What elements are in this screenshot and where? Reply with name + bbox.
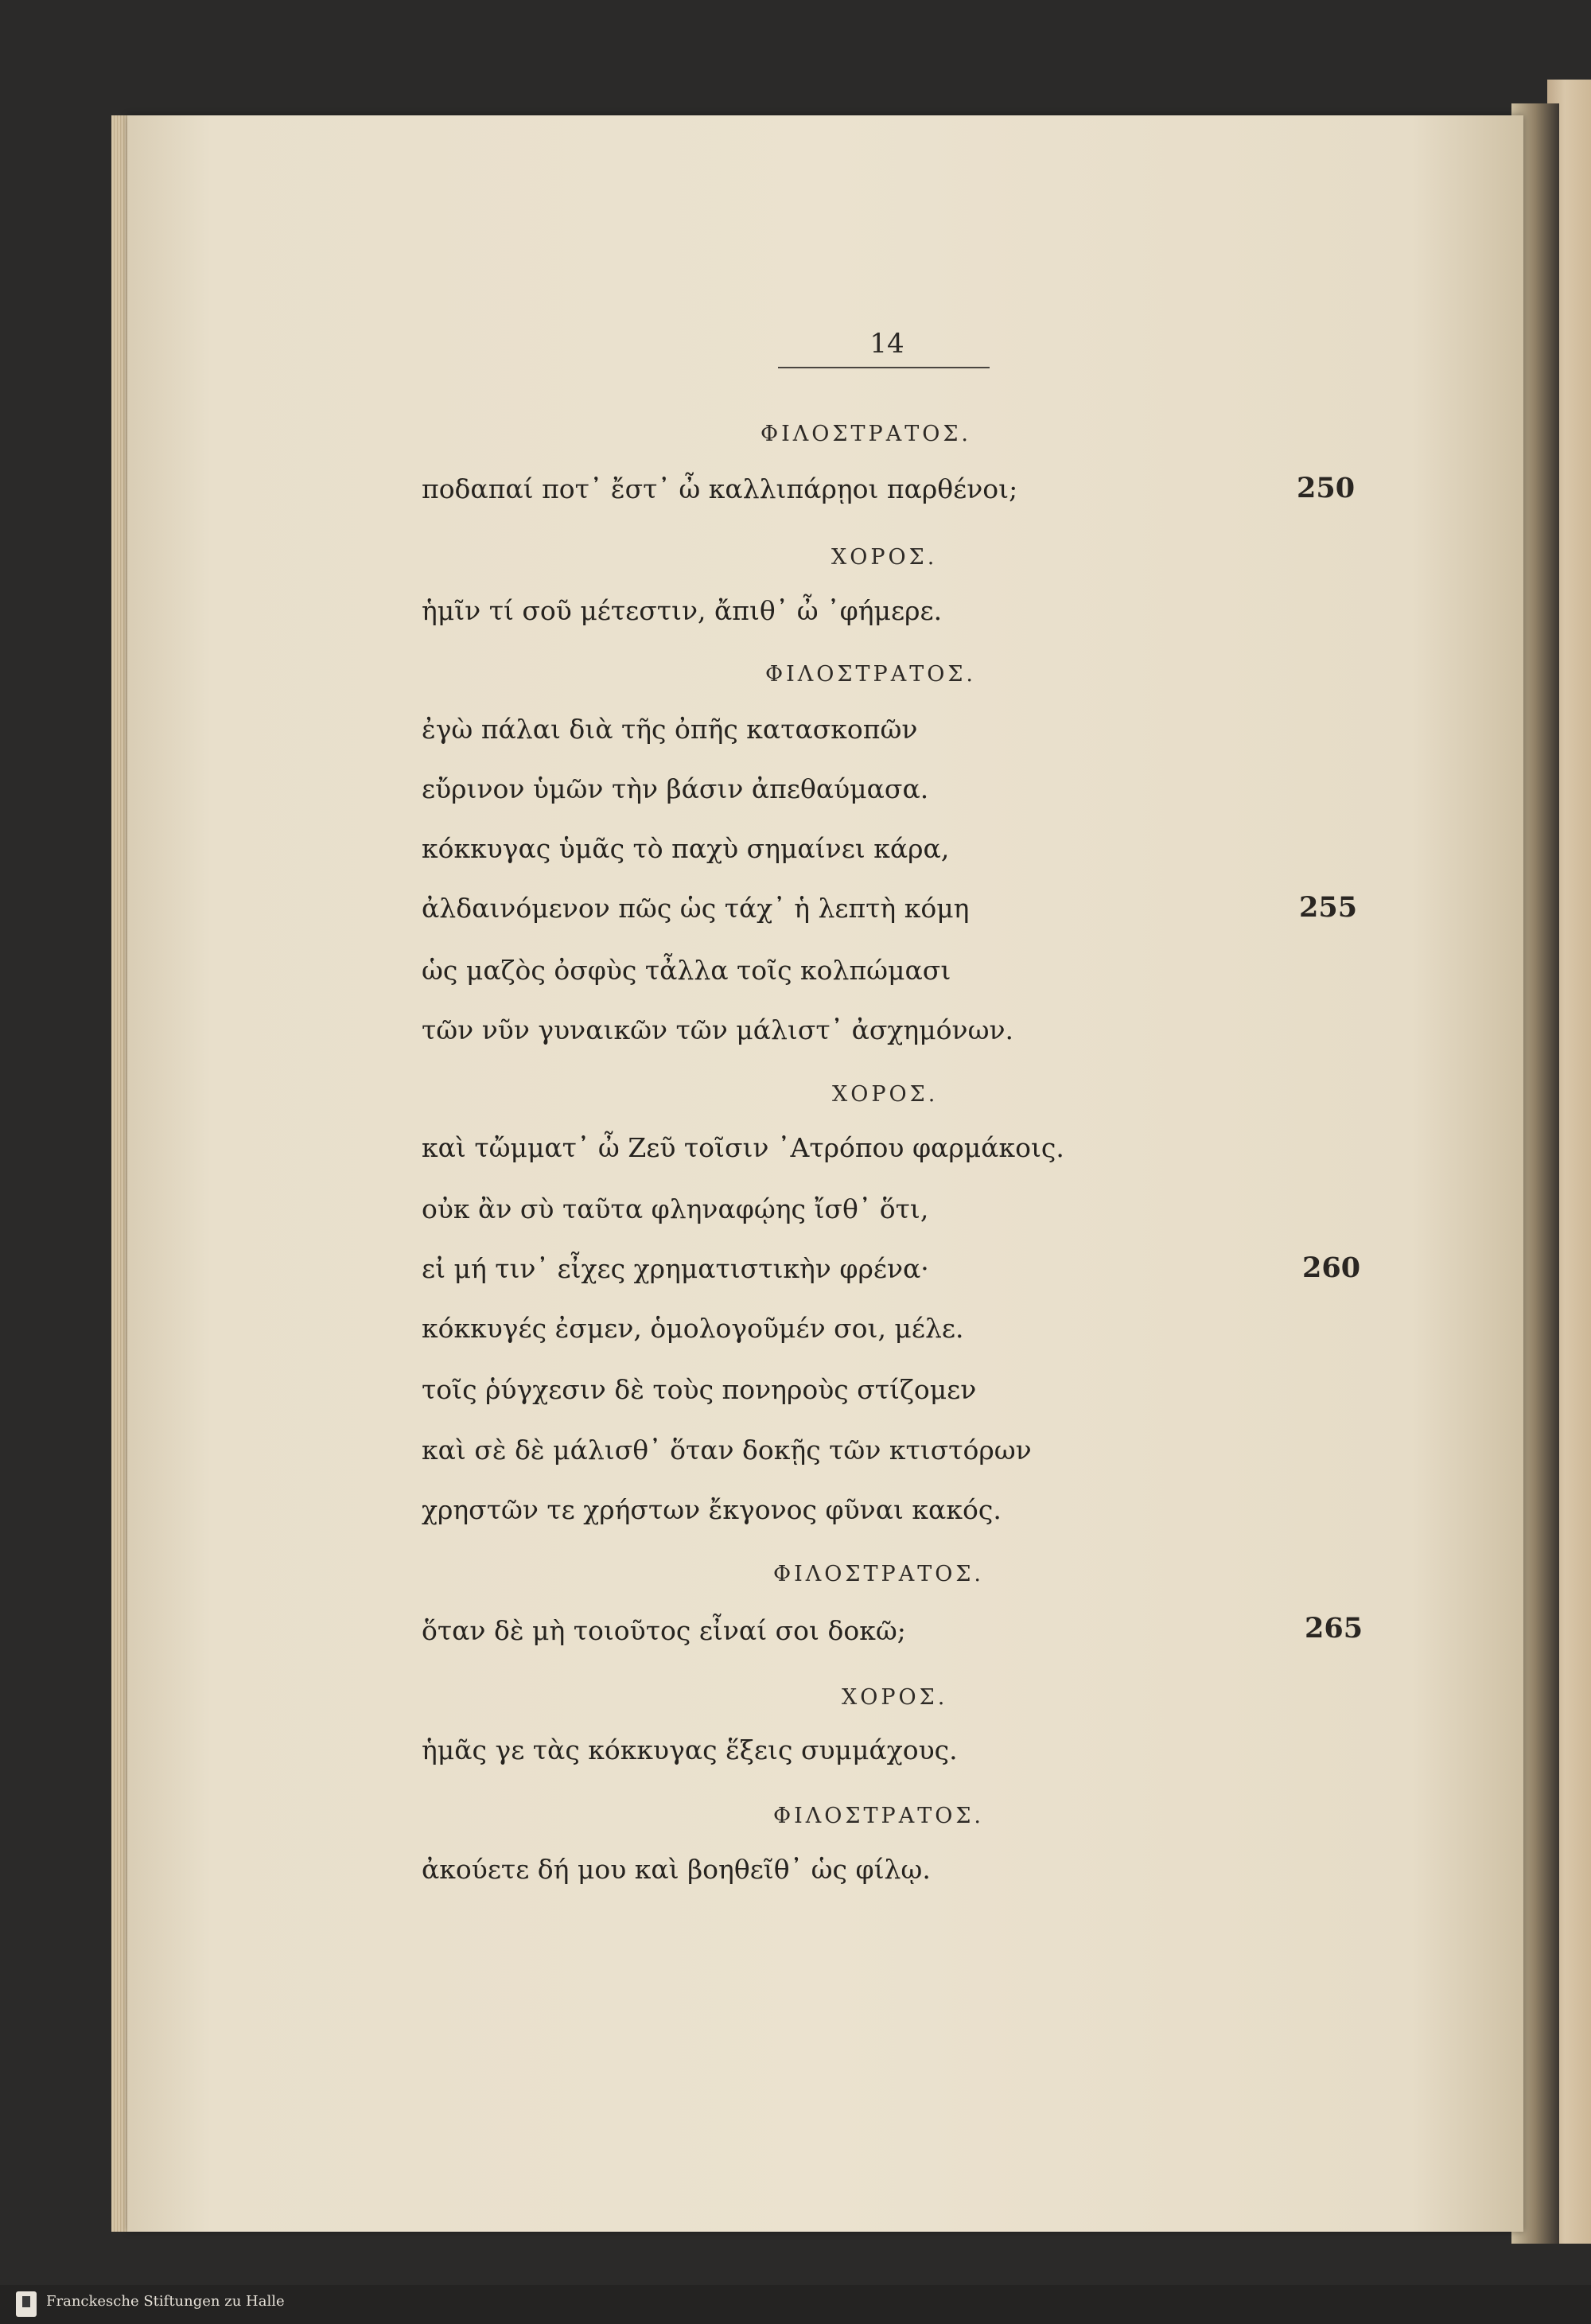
verse-line: ὅταν δὲ μὴ τοιοῦτος εἶναί σοι δοκῶ;	[422, 1615, 906, 1646]
verse-line: καὶ τὤμματ᾽ ὦ Ζεῦ τοῖσιν ᾽Ατρόπου φαρμάκοις.	[422, 1132, 1064, 1163]
speaker-heading: ΧΟΡΟΣ.	[831, 545, 938, 570]
verse-line: ἀκούετε δή μου καὶ βοηθεῖθ᾽ ὡς φίλῳ.	[422, 1854, 931, 1885]
verse-line: εὔρινον ὑμῶν τὴν βάσιν ἀπεθαύμασα.	[422, 773, 929, 804]
line-number: 265	[1305, 1612, 1363, 1645]
verse-line: κόκκυγας ὑμᾶς τὸ παχὺ σημαίνει κάρα,	[422, 833, 950, 864]
verse-line: ποδαπαί ποτ᾽ ἔστ᾽ ὦ καλλιπάρῃοι παρθένοι;	[422, 473, 1018, 504]
speaker-heading: ΧΟΡΟΣ.	[832, 1082, 939, 1107]
verse-line: τοῖς ῥύγχεσιν δὲ τοὺς πονηροὺς στίζομεν	[422, 1374, 977, 1405]
line-number: 260	[1302, 1252, 1361, 1284]
institution-logo-icon	[16, 2291, 37, 2317]
verse-line: ἐγὼ πάλαι διὰ τῆς ὀπῆς κατασκοπῶν	[422, 714, 918, 745]
speaker-heading: ΦΙΛΟΣΤΡΑΤΟΣ.	[760, 422, 972, 446]
verse-line: καὶ σὲ δὲ μάλισθ᾽ ὅταν δοκῇς τῶν κτιστόρων	[422, 1434, 1032, 1466]
line-number: 255	[1299, 891, 1358, 924]
verse-line: ἀλδαινόμενον πῶς ὡς τάχ᾽ ἡ λεπτὴ κόμη	[422, 893, 970, 924]
verse-line: ἡμῖν τί σοῦ μέτεστιν, ἄπιθ᾽ ὦ ᾽φήμερε.	[422, 595, 943, 626]
verse-line: εἰ μή τιν᾽ εἶχες χρηματιστικὴν φρένα·	[422, 1253, 929, 1284]
speaker-heading: ΦΙΛΟΣΤΡΑΤΟΣ.	[765, 662, 977, 687]
verse-line: κόκκυγές ἐσμεν, ὁμολογοῦμέν σοι, μέλε.	[422, 1313, 964, 1344]
verse-line: ὡς μαζὸς ὀσφὺς τἆλλα τοῖς κολπώμασι	[422, 955, 951, 986]
footer-institution-text: Franckesche Stiftungen zu Halle	[46, 2293, 285, 2310]
page-number: 14	[869, 328, 904, 360]
speaker-heading: ΧΟΡΟΣ.	[842, 1685, 948, 1710]
verse-line: ἡμᾶς γε τὰς κόκκυγας ἕξεις συμμάχους.	[422, 1734, 958, 1765]
verse-line: οὐκ ἂν σὺ ταῦτα φληναφῴης ἴσθ᾽ ὅτι,	[422, 1193, 929, 1224]
speaker-heading: ΦΙΛΟΣΤΡΑΤΟΣ.	[773, 1804, 985, 1828]
verse-line: χρηστῶν τε χρήστων ἔκγονος φῦναι κακός.	[422, 1494, 1002, 1525]
speaker-heading: ΦΙΛΟΣΤΡΑΤΟΣ.	[773, 1562, 985, 1586]
page-number-rule	[778, 367, 990, 368]
verse-line: τῶν νῦν γυναικῶν τῶν μάλιστ᾽ ἀσχημόνων.	[422, 1014, 1014, 1045]
line-number: 250	[1297, 472, 1356, 504]
